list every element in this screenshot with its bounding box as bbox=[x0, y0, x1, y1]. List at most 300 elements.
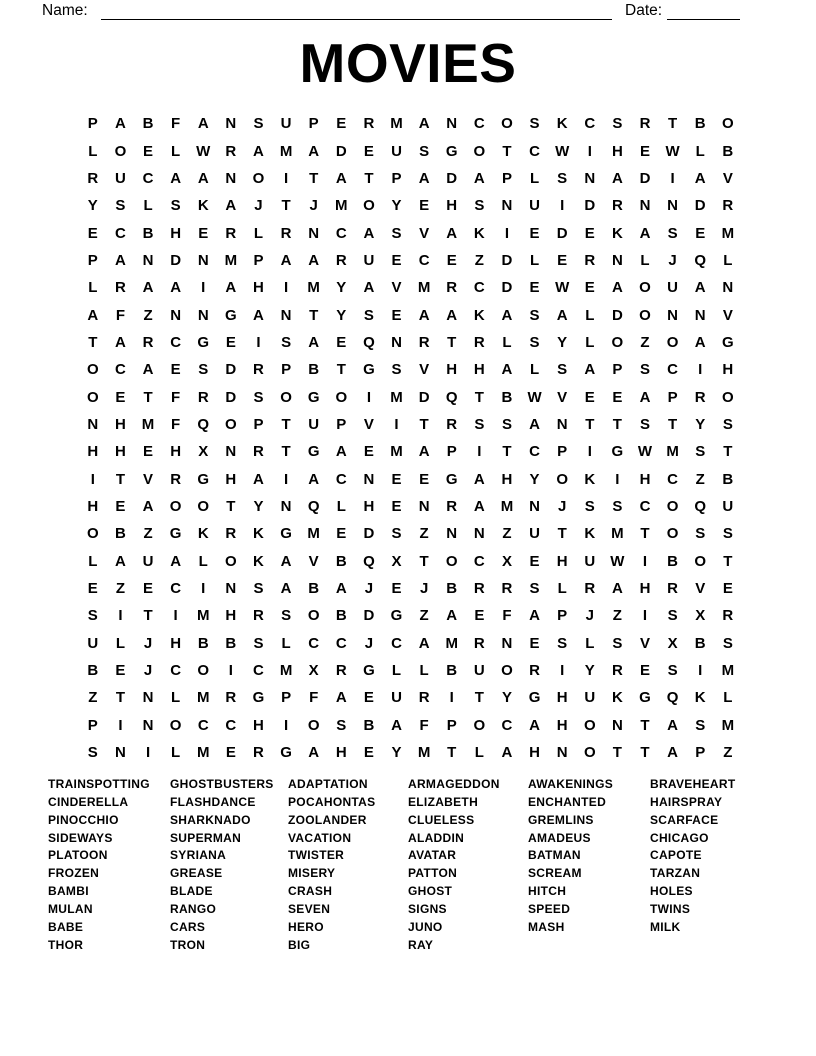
grid-cell: N bbox=[170, 306, 182, 324]
grid-cell: Y bbox=[529, 470, 540, 488]
word-list-item: ENCHANTED bbox=[528, 794, 607, 809]
grid-cell: E bbox=[87, 224, 98, 242]
grid-cell: Y bbox=[501, 689, 512, 707]
grid-cell: I bbox=[90, 470, 95, 488]
grid-cell: A bbox=[694, 169, 706, 187]
grid-cell: R bbox=[639, 115, 651, 133]
grid-cell: V bbox=[639, 634, 650, 652]
grid-cell: S bbox=[419, 142, 430, 160]
grid-cell: D bbox=[225, 361, 237, 379]
grid-cell: R bbox=[473, 580, 485, 598]
grid-cell: L bbox=[88, 552, 98, 570]
grid-cell: R bbox=[473, 634, 485, 652]
grid-cell: J bbox=[364, 634, 374, 652]
grid-cell: U bbox=[529, 197, 540, 215]
grid-cell: W bbox=[555, 142, 570, 160]
grid-cell: T bbox=[364, 169, 374, 187]
grid-cell: T bbox=[336, 361, 346, 379]
grid-cell: U bbox=[529, 525, 540, 543]
grid-cell: B bbox=[225, 634, 237, 652]
grid-cell: N bbox=[639, 197, 651, 215]
grid-cell: R bbox=[253, 607, 264, 625]
grid-cell: I bbox=[283, 716, 289, 734]
grid-cell: H bbox=[529, 744, 540, 762]
word-list-item: MILK bbox=[650, 919, 681, 934]
grid-cell: Y bbox=[391, 197, 402, 215]
grid-cell: C bbox=[114, 361, 126, 379]
grid-cell: Y bbox=[336, 306, 347, 324]
word-list-item: AMADEUS bbox=[528, 830, 591, 845]
grid-cell: N bbox=[114, 744, 126, 762]
grid-cell: V bbox=[363, 415, 374, 433]
grid-cell: E bbox=[363, 443, 374, 461]
grid-cell: U bbox=[142, 552, 154, 570]
word-list-item: PLATOON bbox=[48, 848, 108, 863]
grid-cell: T bbox=[143, 388, 153, 406]
grid-cell: E bbox=[584, 224, 595, 242]
grid-cell: E bbox=[584, 388, 595, 406]
grid-cell: X bbox=[695, 607, 706, 625]
grid-cell: A bbox=[335, 169, 347, 187]
word-list-item: CHICAGO bbox=[650, 830, 709, 845]
grid-cell: D bbox=[501, 251, 513, 269]
grid-cell: M bbox=[721, 662, 735, 680]
grid-cell: L bbox=[281, 634, 291, 652]
grid-cell: A bbox=[280, 552, 292, 570]
grid-cell: V bbox=[695, 580, 706, 598]
grid-cell: A bbox=[253, 470, 264, 488]
grid-cell: Z bbox=[640, 333, 650, 351]
grid-cell: O bbox=[280, 388, 292, 406]
grid-cell: T bbox=[143, 607, 153, 625]
word-list-item: HITCH bbox=[528, 884, 567, 899]
grid-cell: L bbox=[723, 689, 733, 707]
grid-cell: M bbox=[611, 525, 624, 543]
grid-cell: K bbox=[197, 197, 209, 215]
grid-cell: P bbox=[557, 607, 568, 625]
grid-cell: G bbox=[169, 525, 182, 543]
word-list-item: SEVEN bbox=[288, 901, 331, 916]
grid-cell: M bbox=[196, 689, 210, 707]
grid-cell: T bbox=[668, 415, 678, 433]
grid-cell: D bbox=[446, 169, 458, 187]
name-blank-line bbox=[101, 1, 612, 20]
grid-cell: S bbox=[474, 415, 485, 433]
word-list-item: ALADDIN bbox=[408, 830, 465, 845]
grid-cell: L bbox=[115, 634, 125, 652]
grid-cell: M bbox=[390, 115, 403, 133]
grid-cell: J bbox=[557, 497, 567, 515]
word-list-item: GHOST bbox=[408, 884, 453, 899]
grid-cell: T bbox=[612, 415, 622, 433]
grid-cell: H bbox=[170, 224, 182, 242]
grid-cell: A bbox=[584, 361, 596, 379]
grid-cell: E bbox=[170, 361, 181, 379]
grid-cell: P bbox=[253, 415, 264, 433]
word-list-item: JUNO bbox=[408, 919, 443, 934]
grid-cell: S bbox=[391, 525, 402, 543]
grid-cell: E bbox=[612, 388, 623, 406]
grid-cell: F bbox=[115, 306, 125, 324]
word-list-item: BIG bbox=[288, 937, 311, 952]
grid-cell: T bbox=[668, 115, 678, 133]
grid-cell: D bbox=[363, 607, 375, 625]
grid-cell: O bbox=[473, 142, 486, 160]
grid-cell: H bbox=[114, 443, 126, 461]
grid-cell: N bbox=[280, 306, 292, 324]
grid-cell: S bbox=[695, 716, 706, 734]
word-list-item: THOR bbox=[48, 937, 84, 952]
grid-cell: R bbox=[142, 333, 154, 351]
grid-cell: W bbox=[637, 443, 653, 461]
grid-cell: N bbox=[225, 443, 237, 461]
grid-cell: E bbox=[225, 333, 236, 351]
grid-cell: K bbox=[584, 470, 596, 488]
grid-cell: I bbox=[615, 470, 620, 488]
grid-cell: K bbox=[473, 224, 485, 242]
grid-cell: P bbox=[446, 716, 457, 734]
grid-cell: I bbox=[283, 169, 289, 187]
grid-cell: C bbox=[197, 716, 209, 734]
grid-cell: O bbox=[197, 497, 210, 515]
page-title: MOVIES bbox=[299, 32, 517, 94]
grid-cell: I bbox=[477, 443, 482, 461]
grid-cell: M bbox=[196, 607, 210, 625]
grid-cell: T bbox=[723, 552, 733, 570]
grid-cell: S bbox=[391, 224, 402, 242]
grid-cell: E bbox=[695, 224, 706, 242]
grid-cell: C bbox=[170, 662, 182, 680]
grid-cell: S bbox=[474, 197, 485, 215]
grid-cell: A bbox=[556, 306, 568, 324]
grid-cell: E bbox=[143, 580, 154, 598]
word-list-item: BABE bbox=[48, 919, 84, 934]
grid-cell: S bbox=[363, 306, 374, 324]
grid-cell: P bbox=[667, 388, 678, 406]
grid-cell: E bbox=[143, 443, 154, 461]
grid-cell: A bbox=[363, 279, 375, 297]
grid-cell: S bbox=[639, 361, 650, 379]
grid-cell: T bbox=[585, 415, 595, 433]
grid-cell: H bbox=[722, 361, 734, 379]
grid-cell: U bbox=[584, 689, 596, 707]
grid-cell: L bbox=[502, 333, 512, 351]
grid-cell: S bbox=[557, 634, 568, 652]
grid-cell: N bbox=[225, 169, 237, 187]
grid-cell: G bbox=[225, 306, 237, 324]
grid-cell: I bbox=[366, 388, 371, 406]
grid-cell: T bbox=[640, 525, 650, 543]
grid-cell: X bbox=[667, 634, 678, 652]
grid-cell: K bbox=[584, 525, 596, 543]
grid-cell: N bbox=[529, 497, 540, 515]
grid-cell: A bbox=[473, 169, 485, 187]
word-list-item: TWISTER bbox=[288, 848, 345, 863]
word-list-item: AVATAR bbox=[408, 848, 457, 863]
grid-cell: A bbox=[667, 744, 679, 762]
grid-cell: R bbox=[722, 197, 734, 215]
grid-cell: N bbox=[363, 470, 375, 488]
grid-cell: C bbox=[667, 470, 679, 488]
grid-cell: B bbox=[446, 662, 458, 680]
grid-cell: T bbox=[474, 689, 484, 707]
grid-cell: R bbox=[253, 443, 264, 461]
word-list-item: GHOSTBUSTERS bbox=[170, 777, 274, 791]
grid-cell: S bbox=[529, 333, 540, 351]
grid-cell: A bbox=[611, 279, 623, 297]
grid-cell: N bbox=[225, 580, 237, 598]
word-list-column bbox=[408, 776, 500, 954]
grid-cell: B bbox=[308, 361, 320, 379]
grid-cell: A bbox=[501, 306, 513, 324]
grid-cell: I bbox=[587, 443, 592, 461]
grid-cell: L bbox=[143, 197, 153, 215]
grid-cell: O bbox=[639, 279, 651, 297]
grid-cell: T bbox=[281, 443, 291, 461]
grid-cell: V bbox=[143, 470, 154, 488]
grid-cell: D bbox=[501, 279, 513, 297]
grid-cell: P bbox=[391, 169, 402, 187]
word-list-item: HERO bbox=[288, 919, 324, 934]
grid-cell: T bbox=[281, 197, 291, 215]
grid-cell: A bbox=[473, 497, 485, 515]
grid-cell: Y bbox=[336, 279, 347, 297]
name-label: Name: bbox=[42, 2, 88, 19]
grid-cell: S bbox=[612, 634, 623, 652]
grid-cell: E bbox=[391, 470, 402, 488]
grid-cell: K bbox=[473, 306, 485, 324]
grid-cell: C bbox=[335, 224, 347, 242]
grid-cell: T bbox=[447, 333, 457, 351]
grid-cell: R bbox=[280, 224, 292, 242]
grid-cell: P bbox=[281, 689, 292, 707]
grid-cell: E bbox=[474, 607, 485, 625]
grid-cell: H bbox=[170, 443, 182, 461]
grid-cell: C bbox=[114, 224, 126, 242]
grid-cell: J bbox=[585, 607, 594, 625]
word-list-item: SIGNS bbox=[408, 901, 447, 916]
grid-cell: E bbox=[557, 251, 568, 269]
grid-cell: O bbox=[666, 497, 679, 515]
grid-cell: Q bbox=[445, 388, 458, 406]
grid-cell: S bbox=[667, 662, 678, 680]
grid-cell: R bbox=[335, 662, 347, 680]
grid-cell: Z bbox=[143, 525, 153, 543]
grid-cell: A bbox=[280, 580, 292, 598]
word-list-item: BATMAN bbox=[528, 848, 581, 863]
grid-cell: A bbox=[225, 197, 237, 215]
grid-cell: H bbox=[446, 361, 458, 379]
word-list-item: RANGO bbox=[170, 901, 217, 916]
grid-cell: V bbox=[722, 169, 733, 187]
grid-cell: O bbox=[721, 115, 734, 133]
grid-cell: O bbox=[169, 497, 182, 515]
grid-cell: P bbox=[501, 169, 512, 187]
grid-cell: Z bbox=[723, 744, 733, 762]
grid-cell: E bbox=[115, 662, 126, 680]
word-list-item: CRASH bbox=[288, 884, 333, 899]
grid-cell: P bbox=[87, 716, 98, 734]
grid-cell: M bbox=[196, 744, 210, 762]
grid-cell: Q bbox=[694, 251, 707, 269]
grid-cell: E bbox=[391, 251, 402, 269]
grid-cell: U bbox=[584, 552, 596, 570]
word-list-item: TARZAN bbox=[650, 866, 701, 881]
grid-cell: D bbox=[694, 197, 706, 215]
grid-cell: I bbox=[118, 607, 123, 625]
word-list-item: ZOOLANDER bbox=[288, 812, 367, 827]
grid-cell: A bbox=[529, 415, 540, 433]
grid-cell: A bbox=[335, 443, 347, 461]
grid-cell: L bbox=[557, 580, 567, 598]
grid-cell: M bbox=[279, 142, 293, 160]
grid-cell: P bbox=[281, 361, 292, 379]
grid-cell: N bbox=[280, 497, 292, 515]
grid-cell: C bbox=[529, 443, 540, 461]
grid-cell: D bbox=[639, 169, 651, 187]
grid-cell: Q bbox=[363, 333, 375, 351]
grid-cell: R bbox=[694, 388, 706, 406]
word-list-item: ADAPTATION bbox=[288, 777, 368, 791]
grid-cell: T bbox=[447, 744, 457, 762]
grid-cell: A bbox=[418, 443, 430, 461]
grid-cell: U bbox=[280, 115, 292, 133]
grid-cell: E bbox=[446, 251, 457, 269]
grid-cell: G bbox=[721, 333, 734, 351]
grid-cell: R bbox=[253, 744, 264, 762]
grid-cell: N bbox=[87, 415, 99, 433]
grid-cell: W bbox=[555, 279, 570, 297]
grid-cell: N bbox=[611, 251, 623, 269]
word-list-item: HAIRSPRAY bbox=[650, 794, 723, 809]
grid-cell: A bbox=[446, 306, 458, 324]
grid-cell: O bbox=[197, 662, 210, 680]
grid-cell: I bbox=[504, 224, 510, 242]
word-search-grid bbox=[79, 110, 742, 766]
grid-cell: C bbox=[584, 115, 596, 133]
word-list-item: ARMAGEDDON bbox=[408, 777, 500, 791]
word-list-column bbox=[528, 776, 613, 937]
grid-cell: R bbox=[446, 415, 458, 433]
grid-cell: H bbox=[335, 744, 347, 762]
grid-cell: M bbox=[335, 197, 348, 215]
grid-cell: C bbox=[473, 279, 485, 297]
grid-cell: A bbox=[694, 333, 706, 351]
grid-cell: M bbox=[417, 279, 431, 297]
grid-cell: T bbox=[115, 470, 125, 488]
grid-cell: H bbox=[611, 142, 623, 160]
grid-cell: N bbox=[197, 251, 209, 269]
grid-cell: Q bbox=[307, 497, 320, 515]
grid-cell: F bbox=[309, 689, 319, 707]
grid-cell: N bbox=[722, 279, 734, 297]
grid-cell: V bbox=[722, 306, 733, 324]
grid-cell: A bbox=[501, 744, 513, 762]
grid-cell: A bbox=[308, 251, 320, 269]
word-list-item: AWAKENINGS bbox=[528, 777, 614, 791]
word-list-item: BLADE bbox=[170, 884, 213, 899]
grid-cell: C bbox=[529, 142, 540, 160]
grid-cell: A bbox=[418, 115, 430, 133]
grid-cell: X bbox=[308, 662, 319, 680]
grid-cell: S bbox=[722, 415, 733, 433]
word-list-item: TRON bbox=[170, 937, 206, 952]
grid-cell: F bbox=[419, 716, 429, 734]
grid-cell: R bbox=[501, 580, 513, 598]
grid-cell: N bbox=[556, 415, 568, 433]
grid-cell: E bbox=[722, 580, 733, 598]
grid-cell: A bbox=[114, 552, 126, 570]
grid-cell: C bbox=[639, 497, 651, 515]
grid-cell: Y bbox=[253, 497, 264, 515]
grid-cell: B bbox=[446, 580, 458, 598]
grid-cell: B bbox=[197, 634, 209, 652]
grid-cell: O bbox=[86, 525, 99, 543]
grid-cell: U bbox=[473, 662, 485, 680]
grid-cell: D bbox=[170, 251, 182, 269]
grid-cell: R bbox=[418, 333, 430, 351]
grid-cell: G bbox=[363, 662, 375, 680]
grid-cell: A bbox=[308, 470, 320, 488]
grid-cell: R bbox=[611, 662, 623, 680]
grid-cell: C bbox=[225, 716, 237, 734]
grid-cell: L bbox=[171, 689, 181, 707]
grid-cell: A bbox=[225, 279, 237, 297]
grid-cell: E bbox=[419, 470, 430, 488]
grid-cell: U bbox=[114, 169, 126, 187]
grid-cell: A bbox=[446, 607, 458, 625]
grid-cell: N bbox=[473, 525, 485, 543]
grid-cell: J bbox=[419, 580, 429, 598]
grid-cell: G bbox=[197, 470, 210, 488]
grid-cell: A bbox=[142, 279, 154, 297]
grid-cell: T bbox=[226, 497, 236, 515]
grid-cell: O bbox=[583, 744, 596, 762]
grid-cell: C bbox=[335, 634, 347, 652]
grid-cell: A bbox=[114, 115, 126, 133]
grid-cell: R bbox=[170, 470, 182, 488]
grid-cell: H bbox=[225, 607, 237, 625]
grid-cell: H bbox=[473, 361, 485, 379]
word-list-item: MISERY bbox=[288, 866, 336, 881]
grid-cell: R bbox=[446, 279, 458, 297]
grid-cell: H bbox=[253, 279, 264, 297]
grid-cell: Z bbox=[115, 580, 125, 598]
grid-cell: H bbox=[446, 197, 458, 215]
grid-cell: D bbox=[584, 197, 596, 215]
grid-cell: P bbox=[336, 415, 347, 433]
grid-cell: L bbox=[723, 251, 733, 269]
word-list-item: SCREAM bbox=[528, 866, 582, 881]
grid-cell: I bbox=[283, 470, 289, 488]
grid-cell: T bbox=[309, 169, 319, 187]
word-list-item: MULAN bbox=[48, 901, 93, 916]
grid-cell: R bbox=[335, 251, 347, 269]
grid-cell: A bbox=[170, 169, 182, 187]
grid-cell: S bbox=[87, 744, 98, 762]
grid-cell: H bbox=[556, 552, 568, 570]
grid-cell: W bbox=[665, 142, 680, 160]
grid-cell: R bbox=[253, 361, 264, 379]
grid-cell: B bbox=[694, 634, 706, 652]
grid-cell: H bbox=[87, 497, 99, 515]
grid-cell: R bbox=[722, 607, 734, 625]
grid-cell: E bbox=[391, 306, 402, 324]
grid-cell: T bbox=[281, 415, 291, 433]
grid-cell: R bbox=[225, 689, 237, 707]
grid-cell: A bbox=[197, 169, 209, 187]
grid-cell: L bbox=[640, 251, 650, 269]
